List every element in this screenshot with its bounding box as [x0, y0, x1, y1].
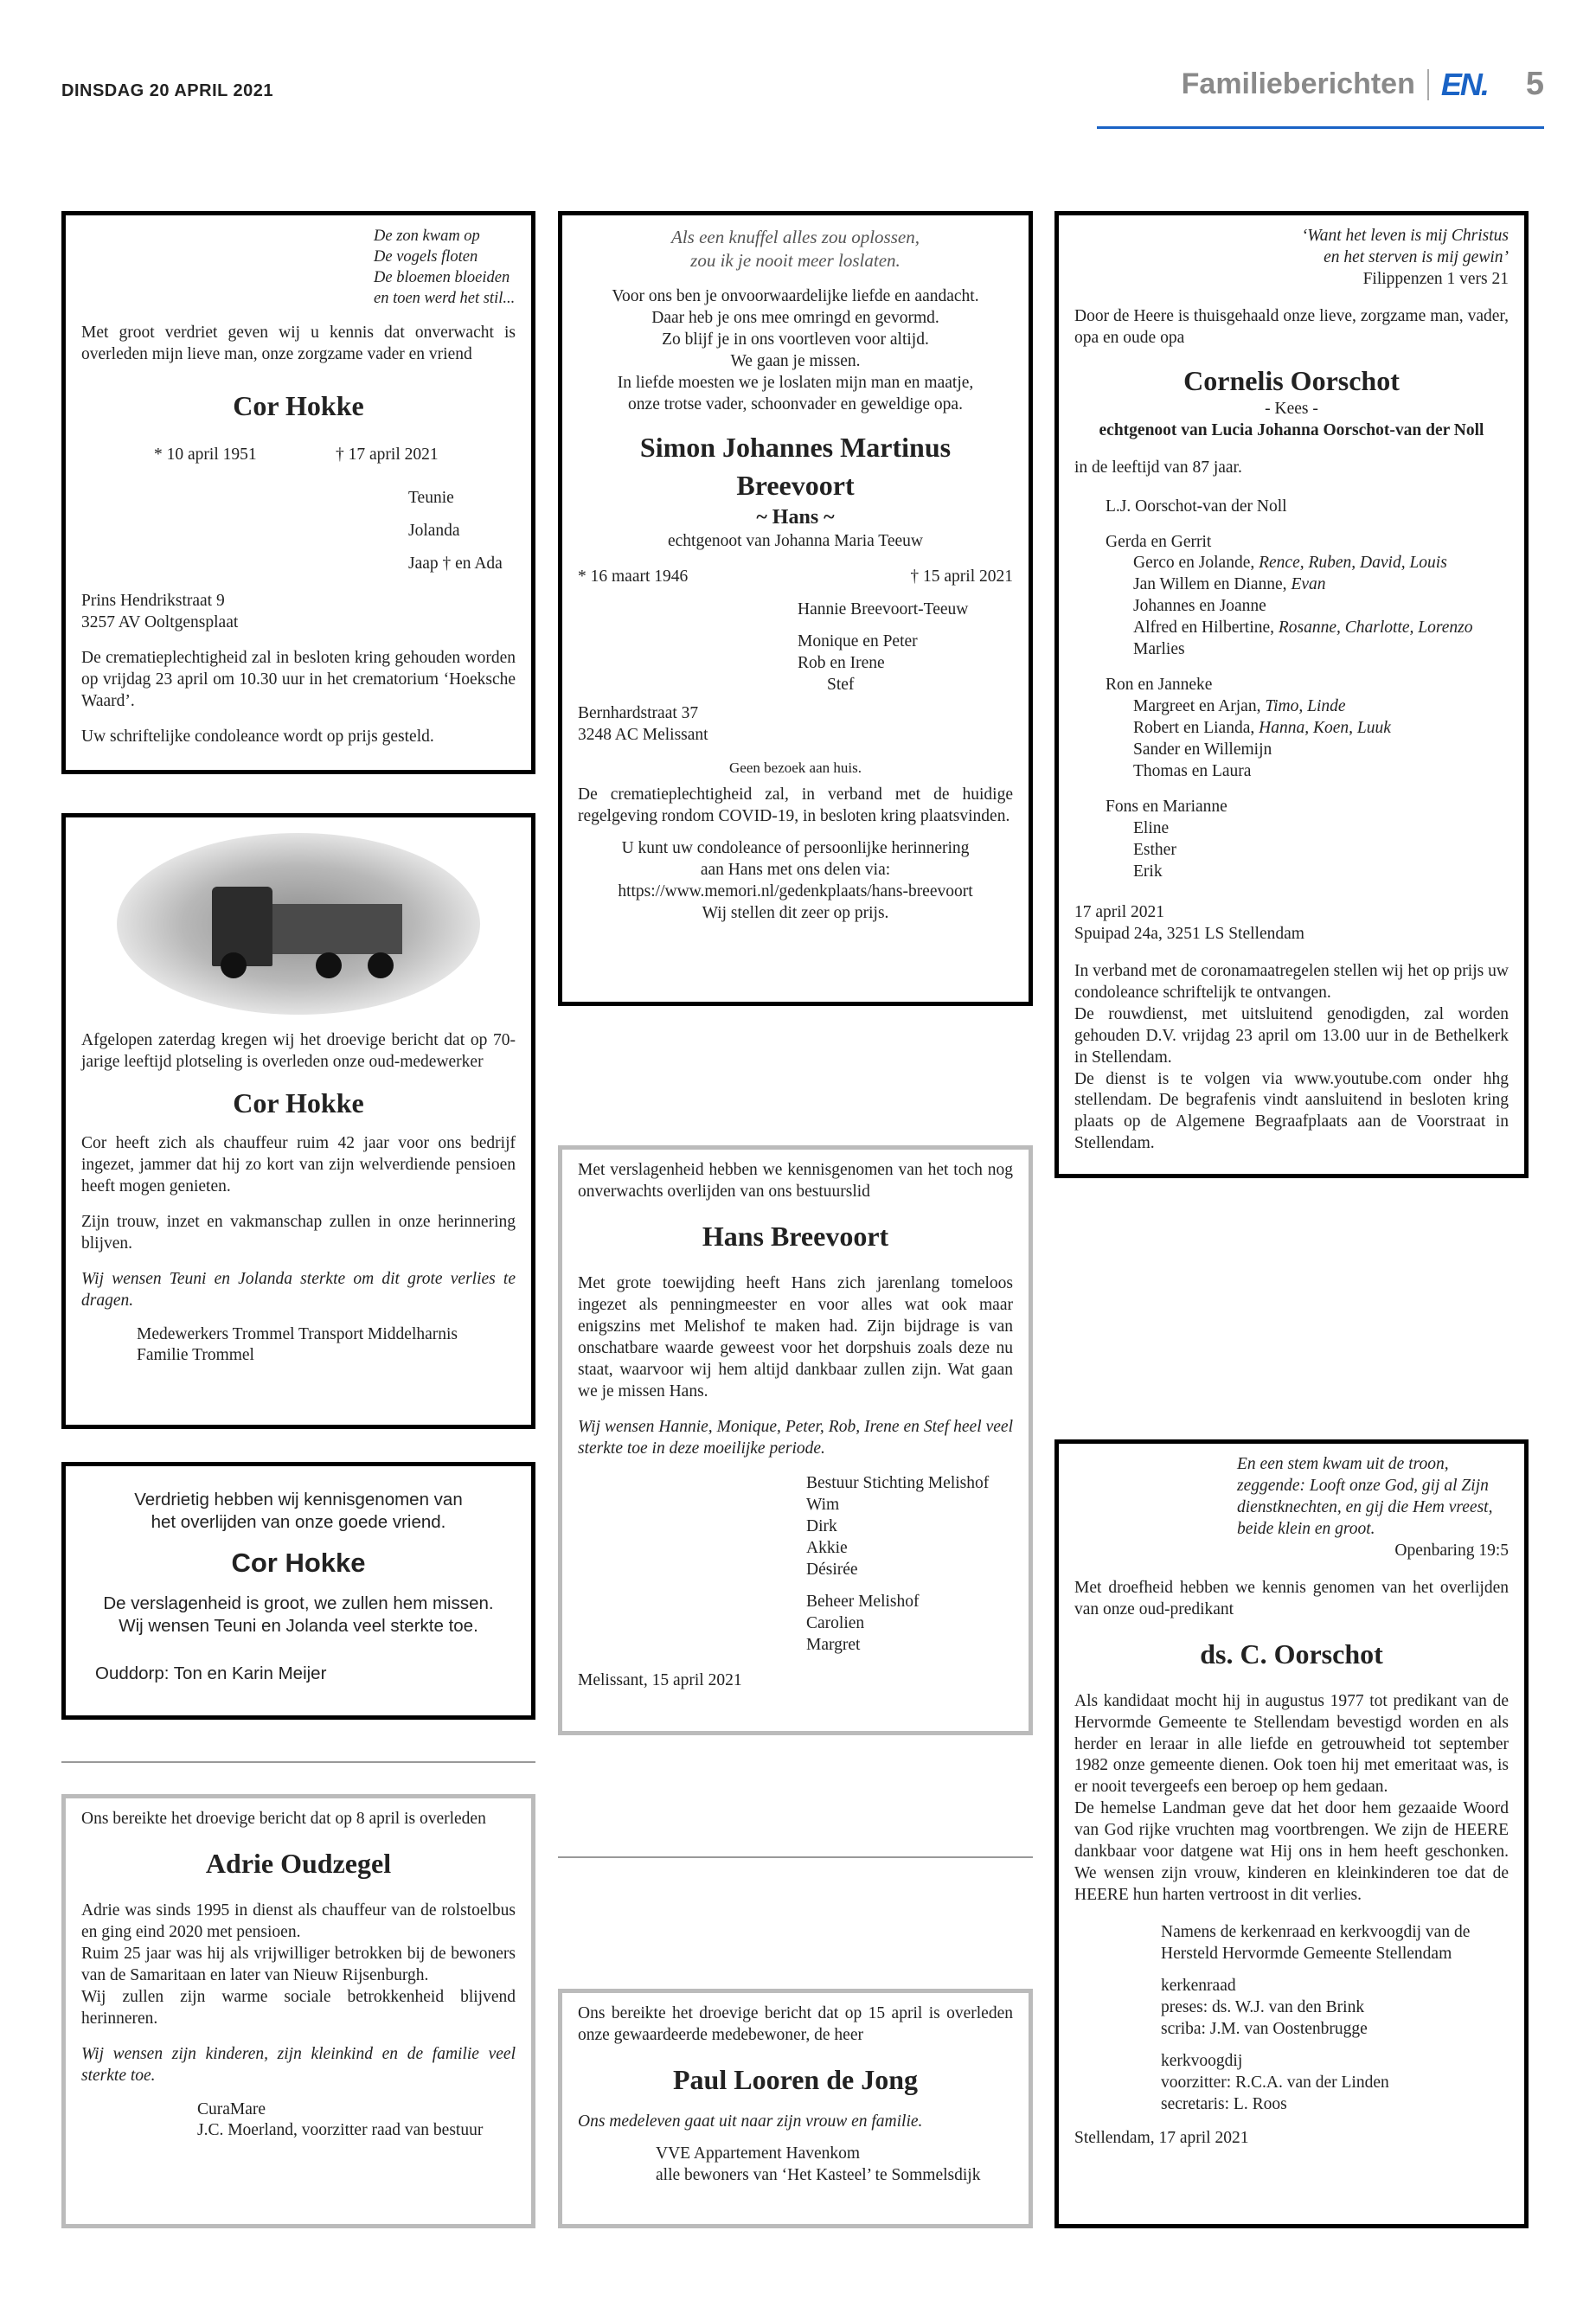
- family-member: [1074, 718, 1509, 740]
- page-number: 5: [1525, 66, 1544, 102]
- intro-text: Met groot verdriet geven wij u kennis dat onverwacht is overleden mijn lieve man, onze zorgzame vader en vriend: [81, 324, 516, 364]
- poem-line: en toen werd het stil...: [374, 290, 516, 308]
- family-name: Gerco en Jolande,: [1133, 554, 1259, 573]
- intro-line: Verdrietig hebben wij kennisgenomen van: [134, 1490, 463, 1509]
- notice-cor-hokke-meijer: [61, 1462, 535, 1720]
- deceased-name: Cor Hokke: [231, 1548, 366, 1579]
- grandchildren: Rosanne, Charlotte, Lorenzo: [1278, 619, 1473, 638]
- quote-line: dienstknechten, en gij die Hem vreest,: [1237, 1497, 1493, 1516]
- deceased-name: ds. C. Oorschot: [1200, 1638, 1383, 1670]
- visit-note: Geen bezoek aan huis.: [729, 760, 862, 777]
- notice-adrie-oudzegel: [61, 1794, 535, 2228]
- address: Spuipad 24a, 3251 LS Stellendam: [1074, 924, 1304, 943]
- grandchildren: Rence, Ruben, David, Louis: [1259, 554, 1447, 573]
- poem-line: De vogels floten: [374, 248, 478, 266]
- notice-cor-hokke-trommel: [61, 813, 535, 1429]
- notice-ds-c-oorschot: [1054, 1439, 1529, 2228]
- deceased-name: Paul Looren de Jong: [673, 2063, 918, 2095]
- intro-text: [578, 286, 1013, 416]
- body-line: Adrie was sinds 1995 in dienst als chauffeur van de rolstoelbus en ging eind 2020 met pensioen.: [81, 1900, 516, 1941]
- nickname: ~ Hans ~: [756, 505, 835, 529]
- body-text: Cor heeft zich als chauffeur ruim 42 jaar voor ons bedrijf ingezet, jammer dat hij zo kort van zijn welverdiende pensioen heeft mogen genieten.: [81, 1133, 516, 1195]
- intro-line: Voor ons ben je onvoorwaardelijke liefde en aandacht.: [612, 286, 979, 305]
- dates: [578, 567, 1013, 588]
- family-member: Monique en Peter: [798, 632, 918, 651]
- page-header: [1182, 66, 1544, 103]
- family-member: [1074, 574, 1509, 596]
- signature-line: Désirée: [806, 1561, 858, 1580]
- family-member: [1074, 696, 1509, 718]
- birth-date: * 10 april 1951: [154, 445, 257, 465]
- signature-line: Akkie: [806, 1539, 848, 1558]
- family-list: [408, 482, 516, 580]
- truck-photo: [117, 833, 480, 1015]
- quote-line: zeggende: Looft onze God, gij al Zijn: [1237, 1476, 1489, 1495]
- body-text: Zijn trouw, inzet en vakmanschap zullen in onze herinnering blijven.: [81, 1212, 516, 1253]
- page-date: DINSDAG 20 APRIL 2021: [61, 81, 274, 100]
- family-group: [1074, 532, 1509, 662]
- signature-line: Medewerkers Trommel Transport Middelharnis: [137, 1324, 458, 1343]
- body-line: De dienst is te volgen via www.youtube.com onder hhg stellendam. De begrafenis vindt aansluitend in besloten kring plaats op de Algemene Begraafplaats aan de Voorstraat in Stellendam.: [1074, 1069, 1509, 1153]
- address-line: Prins Hendrikstraat 9: [81, 592, 225, 611]
- signature-line: kerkvoogdij: [1161, 2051, 1243, 2070]
- family-member: Johannes en Joanne: [1133, 597, 1266, 616]
- family-member: Jaap † en Ada: [408, 554, 503, 574]
- column-divider: [61, 1761, 535, 1763]
- column-divider: [558, 1856, 1033, 1858]
- signature-line: kerkenraad: [1161, 1977, 1236, 1996]
- signature: [81, 1324, 516, 1368]
- body-line: Als kandidaat mocht hij in augustus 1977 tot predikant van de Hervormde Gemeente te Stellendam bevestigd worden en als herder en leraar in alle liefde en getrouwheid tot september 1982 onze gemeente dienen. Ook toen hij met emeritaat was, is er nooit tevergeefs een beroep op hem gedaan.: [1074, 1691, 1509, 1797]
- address: [81, 591, 516, 634]
- place-date: Stellendam, 17 april 2021: [1074, 2128, 1249, 2147]
- signature-line: Hersteld Hervormde Gemeente Stellendam: [1161, 1945, 1452, 1964]
- intro-text: Met droefheid hebben we kennis genomen van het overlijden van onze oud-predikant: [1074, 1578, 1509, 1618]
- memori-link[interactable]: https://www.memori.nl/gedenkplaats/hans-breevoort: [618, 881, 973, 901]
- wife: L.J. Oorschot-van der Noll: [1106, 497, 1287, 516]
- section-title: Familieberichten: [1181, 67, 1415, 100]
- wish-text: Wij wensen Teuni en Jolanda sterkte om dit grote verlies te dragen.: [81, 1269, 516, 1310]
- family-list: [798, 599, 1013, 696]
- intro-line: onze trotse vader, schoonvader en geweldige opa.: [628, 394, 963, 413]
- signature-line: Margret: [806, 1636, 861, 1655]
- poem-line: De bloemen bloeiden: [374, 269, 510, 287]
- family-group: [1074, 675, 1509, 783]
- spouse: echtgenoot van Lucia Johanna Oorschot-van der Noll: [1099, 420, 1484, 439]
- age: in de leeftijd van 87 jaar.: [1074, 458, 1242, 477]
- body-line: Wij wensen Teuni en Jolanda veel sterkte toe.: [119, 1616, 478, 1637]
- quote-line: en het sterven is mij gewin’: [1324, 247, 1509, 266]
- family-member: Gerda en Gerrit: [1106, 532, 1212, 551]
- signature-line: secretaris: L. Roos: [1161, 2094, 1287, 2113]
- deceased-name: Adrie Oudzegel: [205, 1847, 392, 1879]
- notice-cor-hokke-family: [61, 211, 535, 774]
- grandchildren: Timo, Linde: [1265, 697, 1346, 716]
- condolence-text: [578, 838, 1013, 925]
- death-date: † 15 april 2021: [910, 567, 1013, 586]
- grandchildren: Hanna, Koen, Luuk: [1259, 719, 1391, 738]
- address-line: 3248 AC Melissant: [578, 726, 708, 745]
- signature-line: voorzitter: R.C.A. van der Linden: [1161, 2073, 1389, 2092]
- newspaper-logo: EN.: [1440, 66, 1488, 102]
- family-member: Rob en Irene: [798, 654, 885, 673]
- family-member: Fons en Marianne: [1106, 798, 1227, 817]
- grandchildren: Evan: [1291, 575, 1326, 594]
- quote-reference: Openbaring 19:5: [1394, 1541, 1509, 1560]
- body-text: [88, 1593, 509, 1638]
- deceased-name: Cornelis Oorschot: [1183, 364, 1400, 396]
- family-member: Marlies: [1133, 640, 1185, 659]
- family-member: Jolanda: [408, 522, 460, 541]
- signature: [578, 2144, 1013, 2187]
- intro-line: het overlijden van onze goede vriend.: [151, 1512, 446, 1533]
- body-text: Met grote toewijding heeft Hans zich jarenlang tomeloos ingezet als penningmeester en voor alles wat ook maar enigszins met Melishof te maken had. Zijn bijdrage is van onschatbare waarde geweest voor het dorpshuis zoals deze nu staat, waarvoor wij hem altijd dankbaar zullen zijn. Wat gaan we je missen Hans.: [578, 1273, 1013, 1400]
- signature: [81, 2099, 516, 2143]
- address-line: 3257 AV Ooltgensplaat: [81, 613, 239, 631]
- body-text: [1074, 961, 1509, 1156]
- intro-text: Met verslagenheid hebben we kennisgenomen van het toch nog onverwachts overlijden van ons bestuurslid: [578, 1161, 1013, 1201]
- notice-hans-breevoort-melishof: [558, 1145, 1033, 1735]
- family-member: Eline: [1133, 818, 1170, 837]
- header-rule: [1097, 126, 1544, 129]
- place-date: Melissant, 15 april 2021: [578, 1671, 742, 1690]
- family-member: Stef: [827, 676, 855, 695]
- body-text: [1074, 1691, 1509, 1907]
- wish-text: Wij wensen Hannie, Monique, Peter, Rob, Irene en Stef heel veel sterkte toe in deze moeilijke periode.: [578, 1417, 1013, 1458]
- condolence-line: Wij stellen dit zeer op prijs.: [702, 903, 889, 922]
- family-member: [1074, 553, 1509, 574]
- dates: [81, 445, 516, 466]
- body-line: Ruim 25 jaar was hij als vrijwilliger betrokken bij de bewoners van de Samaritaan en later van Nieuw Rijsenburgh.: [81, 1944, 516, 1984]
- notice-cornelis-oorschot: [1054, 211, 1529, 1178]
- family-member: [1074, 618, 1509, 639]
- poem: [374, 226, 516, 309]
- ceremony-text: De crematieplechtigheid zal in besloten kring gehouden worden op vrijdag 23 april om 10.30 uur in het crematorium ‘Hoeksche Waard’.: [81, 648, 516, 710]
- address: [578, 703, 1013, 747]
- body-line: De hemelse Landman geve dat het door hem gezaaide Woord van God rijke vruchten mag voortbrengen. We zijn de HEERE dankbaar voor datgene wat Hij ons in hem heeft geschonken. We wensen zijn vrouw, kinderen en kleinkinderen toe dat de HEERE hun harten vertroost in dit verlies.: [1074, 1799, 1509, 1905]
- deceased-name: Hans Breevoort: [702, 1220, 889, 1252]
- signature-line: CuraMare: [197, 2099, 266, 2118]
- family-group: [1074, 797, 1509, 883]
- family-member: Ron en Janneke: [1106, 676, 1213, 695]
- family-member: Teunie: [408, 489, 454, 507]
- signature-line: J.C. Moerland, voorzitter raad van bestuur: [197, 2121, 484, 2140]
- signature: [1074, 1922, 1509, 2116]
- family-name: Alfred en Hilbertine,: [1133, 619, 1279, 638]
- quote-line: beide klein en groot.: [1237, 1519, 1375, 1538]
- address-line: Bernhardstraat 37: [578, 704, 699, 723]
- signature-line: Wim: [806, 1496, 840, 1515]
- family-member: Sander en Willemijn: [1133, 740, 1272, 760]
- intro-line: Daar heb je ons mee omringd en gevormd.: [651, 308, 939, 327]
- name-line: Breevoort: [736, 469, 855, 501]
- body-line: De verslagenheid is groot, we zullen hem missen.: [103, 1593, 494, 1614]
- wish-text: Ons medeleven gaat uit naar zijn vrouw en familie.: [578, 2112, 923, 2131]
- family-name: Robert en Lianda,: [1133, 719, 1259, 738]
- poem-line: zou ik je nooit meer loslaten.: [690, 249, 901, 271]
- wish-text: Wij wensen zijn kinderen, zijn kleinkind en de familie veel sterkte toe.: [81, 2044, 516, 2085]
- quote-reference: Filippenzen 1 vers 21: [1362, 269, 1509, 288]
- quote-line: En een stem kwam uit de troon,: [1237, 1455, 1449, 1473]
- intro-text: Afgelopen zaterdag kregen wij het droevige bericht dat op 70-jarige leeftijd plotseling is overleden onze oud-medewerker: [81, 1031, 516, 1071]
- spouse: echtgenoot van Johanna Maria Teeuw: [667, 531, 923, 550]
- signature-line: scriba: J.M. van Oostenbrugge: [1161, 2019, 1368, 2038]
- signature-line: Beheer Melishof: [806, 1593, 920, 1612]
- family-member: Hannie Breevoort-Teeuw: [798, 600, 969, 619]
- death-date: † 17 april 2021: [336, 445, 439, 465]
- intro-line: In liefde moesten we je loslaten mijn man en maatje,: [617, 373, 974, 392]
- family-member: Esther: [1133, 840, 1176, 859]
- divider: [1427, 69, 1429, 100]
- intro-text: Door de Heere is thuisgehaald onze lieve, zorgzame man, vader, opa en oude opa: [1074, 306, 1509, 347]
- signature: [578, 1473, 1013, 1657]
- quote: [1237, 1454, 1509, 1541]
- family-name: Jan Willem en Dianne,: [1133, 575, 1292, 594]
- family-name: Margreet en Arjan,: [1133, 697, 1266, 716]
- poem: [578, 226, 1013, 272]
- intro-line: We gaan je missen.: [730, 351, 861, 370]
- notice-paul-looren-de-jong: [558, 1989, 1033, 2228]
- deceased-name: Cor Hokke: [233, 390, 364, 422]
- signature-line: Bestuur Stichting Melishof: [806, 1474, 990, 1493]
- intro-text: Ons bereikte het droevige bericht dat op 15 april is overleden onze gewaardeerde medebewoner, de heer: [578, 2004, 1013, 2044]
- signature-line: preses: ds. W.J. van den Brink: [1161, 1998, 1365, 2017]
- family-member: Thomas en Laura: [1133, 762, 1252, 781]
- date: 17 april 2021: [1074, 902, 1164, 921]
- condolence-line: U kunt uw condoleance of persoonlijke herinnering: [621, 838, 970, 857]
- body-line: De rouwdienst, met uitsluitend genodigden, zal worden gehouden D.V. vrijdag 23 april om 13.00 uur in de Bethelkerk in Stellendam.: [1074, 1004, 1509, 1067]
- condolence-line: aan Hans met ons delen via:: [700, 860, 891, 879]
- family-member: Erik: [1133, 862, 1163, 881]
- poem-line: Als een knuffel alles zou oplossen,: [671, 227, 920, 247]
- name-line: Simon Johannes Martinus: [639, 432, 952, 464]
- intro-line: Zo blijf je in ons voortleven voor altijd.: [662, 330, 929, 349]
- signature: Ouddorp: Ton en Karin Meijer: [95, 1663, 327, 1683]
- signature-line: Carolien: [806, 1614, 865, 1633]
- intro-text: Ons bereikte het droevige bericht dat op 8 april is overleden: [81, 1810, 486, 1828]
- signature-line: Namens de kerkenraad en kerkvoogdij van de: [1161, 1923, 1471, 1942]
- quote-line: ‘Want het leven is mij Christus: [1301, 227, 1509, 245]
- signature-line: Dirk: [806, 1517, 837, 1536]
- body-line: Wij zullen zijn warme sociale betrokkenheid blijvend herinneren.: [81, 1987, 516, 2028]
- deceased-name: Cor Hokke: [233, 1086, 364, 1118]
- signature-line: VVE Appartement Havenkom: [656, 2144, 861, 2163]
- signature-line: alle bewoners van ‘Het Kasteel’ te Sommelsdijk: [656, 2165, 981, 2184]
- condolence-text: Uw schriftelijke condoleance wordt op prijs gesteld.: [81, 727, 434, 746]
- ceremony-text: De crematieplechtigheid zal, in verband met de huidige regelgeving rondom COVID-19, in besloten kring plaatsvinden.: [578, 785, 1013, 825]
- body-line: In verband met de coronamaatregelen stellen wij het op prijs uw condoleance schriftelijk te ontvangen.: [1074, 961, 1509, 1002]
- birth-date: * 16 maart 1946: [578, 567, 689, 586]
- body-text: [81, 1900, 516, 2030]
- quote: [1074, 226, 1509, 269]
- signature-line: Familie Trommel: [137, 1346, 254, 1365]
- nickname: - Kees -: [1265, 399, 1318, 418]
- poem-line: De zon kwam op: [374, 228, 480, 245]
- notice-simon-breevoort: [558, 211, 1033, 1006]
- intro-text: [88, 1489, 509, 1534]
- deceased-name: [578, 429, 1013, 503]
